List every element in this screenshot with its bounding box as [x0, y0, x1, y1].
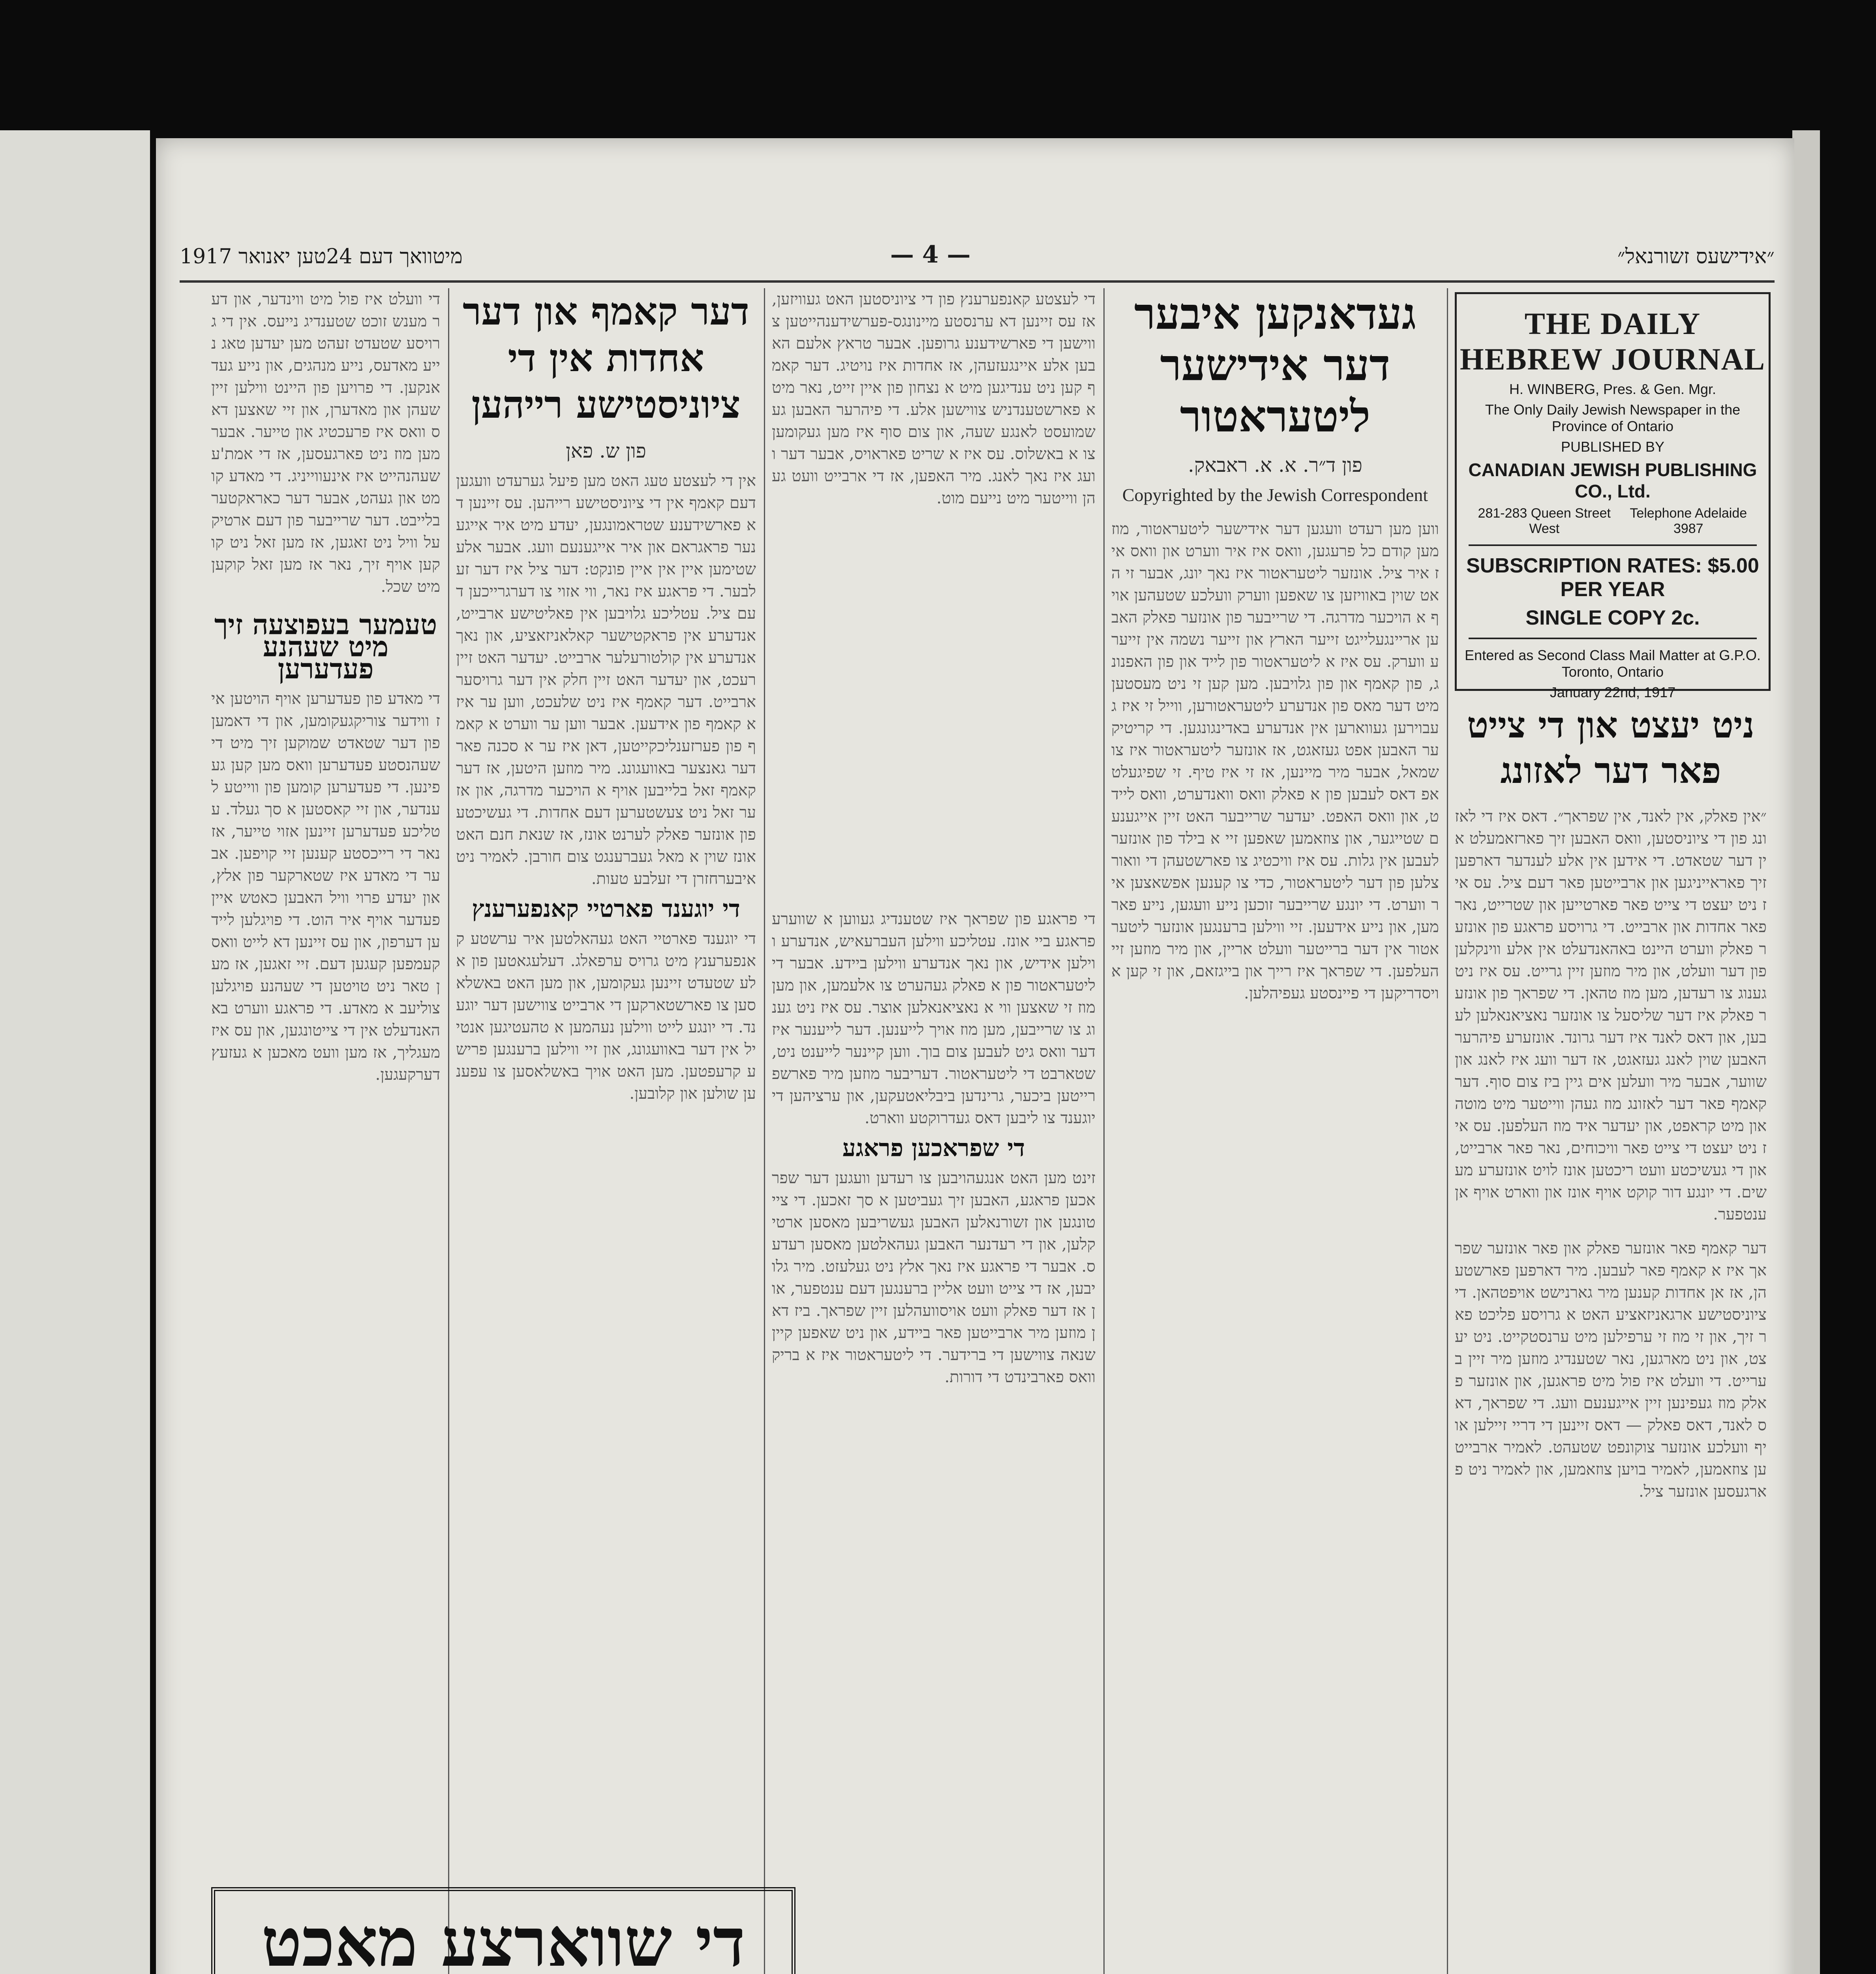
column-literature-continued: [772, 908, 1096, 1388]
fashion-subhead: טעמער בעפוצעה זיך מיט שעהנע פעדערען: [214, 608, 437, 685]
article-body-continued: די מאדע פון פעדערען אויף הויטען איז ווידער צוריקגעקומען, און די דאמען פון דער שטאדט שמוקען זיך מיט די שעהנסטע פעדערען וואס מען קען געפינען. די פעדערען קומען פון ווייטע לענדער, און זיי קאסטען א סך געלד. עטליכע פעדערען זיינען אזוי טייער, אז נאר די רייכסטע קענען זיי קויפען. אבער די מאדע איז שטארקער פון אלץ, און יעדע פרוי וויל האבען כאטש איין פעדער אויף איר הוט. די פויגלען ליידען דערפון, און עס זיינען דא לייט וואס קעמפען קעגען דעם. זיי זאגען, אז מען טאר ניט טויטען די שעהנע פויגלען צוליעב א מאדע. די פראגע ווערט באהאנדעלט אין די צייטונגען, און עס איז מעגליך, אז מען וועט מאכען א געזעץ דערקעגען.: [211, 690, 440, 1084]
article-body: ווען מען רעדט וועגען דער אידישער ליטעראטור, מוז מען קודם כל פרעגען, וואס איז איר ווערט און וואס איז איר ציל. אונזער ליטעראטור איז נאך יונג, אבער זי האט שוין באוויזען צו שאפען ווערק וועלכע שטעהען אויף א הויכער מדרגה. די שרייבער פון אונזער פאלק האבען אריינגעלייגט זייער הארץ און זייער נשמה אין זייערע ווערק. עס איז א ליטעראטור פון לייד און פון האפנונג, פון קאמף און פון גלויבען. מען קען זי ניט מעסטען מיט דער מאס פון אנדערע ליטעראטורען, ווייל זי איז געבוירען געווארען אין אנדערע באדינגונגען. די קריטיקער האבען אפט געזאגט, אז אונזער ליטעראטור איז צו שמאל, אבער מיר מיינען, אז זי איז טיף. זי שפיגעלט אפ דאס לעבען פון א פאלק וואס וואנדערט, וואס ליידט, און וואס האפט. יעדער שרייבער האט זיין אייגענעם שטייגער, און צוזאמען שאפען זיי א בילד פון אונזער לעבען אין גלות. עס איז וויכטיג צו פארשטעהן די וואורצלען פון דער ליטעראטור, כדי צו קענען אפשאצען איר ווערט. די יונגע שרייבער זוכען נייע וועגען, נייע פארמען, און נייע אידעען. זיי ווילען ברענגען אונזער ליטעראטור אין דער ברייטער וועלט אריין, און מיר מוזען זיי העלפען. די שפראך איז רייך און בייגזאם, און זי קען אויסדריקען די פיינסטע געפיהלען.: [1111, 520, 1439, 1002]
advertisement-title: די שווארצע מאכט: [261, 1903, 745, 1974]
column-unity-article: [456, 288, 756, 1105]
article-body: די לעצטע קאנפערענץ פון די ציוניסטען האט געוויזען, אז עס זיינען דא ערנסטע מיינונגס-פערשידענהייטען צווישען די פארשידענע גרופען. אבער טראץ אלעם האבען אלע איינגעזעהן, אז אחדות איז נויטיג. דער קאמף קען ניט ענדיגען מיט א נצחון פון איין זייט, נאר מיט א פארשטענדניש צווישען אלע. די פיהרער האבען געשמועסט לאנגע שעה, און צום סוף איז מען געקומען צו א באשלוס. עס איז א שריט פאראויס, אבער דער וועג איז נאך לאנג. מיר האפען, אז די ארבייט וועט געהן ווייטער מיט נייעם מוט.: [772, 290, 1096, 507]
column-rule: [764, 288, 765, 1974]
mail-entry-notice: Entered as Second Class Mail Matter at G.P.O. Toronto, Ontario: [1465, 647, 1761, 680]
article-body: די פראגע פון שפראך איז שטענדיג געווען א שווערע פראגע ביי אונז. עטליכע ווילען העברעאיש, אנדערע ווילען אידיש, און נאך אנדערע ווילען ביידע. אבער די ליטעראטור פון א פאלק געהערט צו אלעמען, און מען מוז זי שאצען ווי א נאציאנאלען אוצר. עס איז ניט גענוג צו שרייבען, מען מוז אויך לייענען. דער לייענער איז דער וואס גיט לעבען צום בוך. ווען קיינער לייענט ניט, שטארבט די ליטעראטור. דעריבער מוזען מיר פארשפרייטען ביכער, גרינדען ביבליאטעקען, און ערציהען די יוגענד צו ליבען דאס געדרוקטע ווארט.: [772, 910, 1096, 1127]
previous-page-fragment: [0, 130, 150, 1974]
column-rule: [1447, 288, 1448, 1974]
literature-headline: געדאנקען איבער דער אידישער ליטעראטור: [1134, 288, 1416, 442]
masthead-title: THE DAILY HEBREW JOURNAL: [1460, 306, 1766, 376]
article-body-continued: זינט מען האט אנגעהויבען צו רעדען וועגען דער שפראכען פראגע, האבען זיך געביטען א סך זאכען. די צייטונגען און זשורנאלען האבען געשריבען מאסען ארטיקלען, און די רעדנער האבען געהאלטען מאסען רעדעס. אבער די פראגע איז נאך אלץ ניט געלעזט. מיר גלויבען, אז די צייט וועט אליין ברענגען דעם ענטפער, און אז דער פאלק וועט אויסוועהלען זיין שפראך. ביז דאן מוזען מיר ארבייטען פאר ביידע, און ניט שאפען קיין שנאה צווישען די ברידער. די ליטעראטור איז א בריק וואס פארבינדט די דורות.: [772, 1169, 1096, 1386]
subscription-rates: SUBSCRIPTION RATES: $5.00 PER YEAR: [1466, 554, 1759, 601]
masthead-publisher: CANADIAN JEWISH PUBLISHING CO., Ltd.: [1468, 460, 1757, 501]
unity-byline: פון ש. פאן: [566, 439, 646, 462]
masthead-tagline: The Only Daily Jewish Newspaper in the Province of Ontario: [1485, 402, 1741, 434]
article-body-continued: די יוגענד פארטיי האט געהאלטען איר ערשטע קאנפערענץ מיט גרויס ערפאלג. דעלעגאטען פון אלע שטעדט זיינען געקומען, און מען האט באשלאסען צו פארשטארקען די ארבייט צווישען דער יוגענד. די יונגע לייט ווילען נעהמען א טהעטיגען אנטייל אין דער באוועגונג, און זיי ווילען ברענגען פרישע קרעפטען. מען האט אויך באשלאסען צו עפענען שולען און קלובען.: [456, 930, 756, 1103]
literature-byline: פון ד״ר. א. א. ראבאק.: [1188, 454, 1362, 477]
copyright-notice: Copyrighted by the Jewish Correspondent: [1122, 485, 1428, 505]
column-lead-article: [1455, 703, 1767, 1503]
masthead-telephone: Telephone Adelaide 3987: [1630, 506, 1747, 536]
article-body-continued: דער קאמף פאר אונזער פאלק און פאר אונזער שפראך איז א קאמף פאר לעבען. מיר דארפען פארשטעהן, אז אן אחדות קענען מיר גארנישט אויפטהאן. די ציוניסטישע ארגאניזאציע האט א גרויסע פליכט פאר זיך, און זי מוז זי ערפילען מיט ערנסטקייט. ניט יעצט, און ניט מארגען, נאר שטענדיג מוזען מיר זיין בערייט. די וועלט איז פול מיט פראגען, און אונזער פאלק מוז געפינען זיין אייגענעם וועג. די שפראך, דאס לאנד, דאס פאלק — דאס זיינען די דריי זיילען אויף וועלכע אונזער צוקונפט שטעהט. לאמיר ארבייטען צוזאמען, לאמיר בויען צוזאמען, און לאמיר ניט פארגעסען אונזער ציל.: [1455, 1239, 1767, 1501]
language-question-subhead: די שפראכען פראגע: [842, 1134, 1025, 1162]
article-body: ״אין פאלק, אין לאנד, אין שפראך״. דאס איז די לאזונג פון די ציוניסטען, וואס האבען זיך פארזאמעלט אין דער שטאדט. די אידען אין אלע לענדער דארפען זיך פאראייניגען און ארבייטען פאר דעם ציל. עס איז ניט יעצט די צייט פאר פארטייען און שטרייט, נאר פאר אחדות און ארבייט. די גרויסע פראגע פון אונזער פאלק ווערט היינט באהאנדעלט אין אלע ווינקלען פון דער וועלט, און מיר מוזען זיין גרייט. עס איז ניט גענוג צו רעדען, מען מוז טהאן. די שפראך פון אונזער פאלק איז דער שליסעל צו אונזער נאציאנאלען לעבען, און דאס לאנד איז דער גרונד. אונזערע פיהרער האבען שוין לאנג געזאגט, אז דער וועג איז לאנג און שווער, אבער מיר וועלען אים גיין ביז צום סוף. דער קאמף פאר דער לאזונג מוז געהן ווייטער מיט מוטה און מיט קראפט, און יעדער איד מוז העלפען. עס איז ניט יעצט די צייט פאר וויכוחים, נאר פאר ארבייט, און די געשיכטע וועט ריכטען אונז לויט אונזערע מעשים. די יונגע דור קוקט אויף אונז און ווארט אויף אן ענטפער.: [1455, 807, 1767, 1223]
single-copy-price: SINGLE COPY 2c.: [1525, 606, 1700, 629]
newspaper-page: [156, 138, 1794, 1974]
column-struggle-article-top: [772, 288, 1096, 896]
header-date: מיטוואך דעם 24טען יאנואר 1917: [180, 245, 463, 268]
article-body: די וועלט איז פול מיט ווינדער, און דער מענש זוכט שטענדיג נייעס. אין די גרויסע שטעדט זעהט מען יעדען טאג נייע מאדעס, נייע מנהגים, און נייע געדאנקען. די פרויען פון היינט ווילען זיין שעהן און מאדערן, און זיי שאצען דאס וואס איז פרעכטיג און טייער. אבער מען מוז ניט פארגעסען, אז די אמת'ע שעהנהייט איז אינעווייניג. די מאדע קומט און געהט, אבער דער כאראקטער בלייבט. דער שרייבער פון דעם ארטיקעל וויל ניט זאגען, אז מען זאל ניט קוקען אויף זיך, נאר אז מען זאל קוקען מיט שכל.: [211, 290, 440, 596]
issue-date: January 22nd, 1917: [1550, 684, 1676, 700]
novel-advertisement: [211, 1887, 795, 1974]
youth-party-subhead: די יוגענד פארטיי קאנפערענץ: [472, 895, 740, 923]
column-rule: [1103, 288, 1105, 1974]
page-number: — 4 —: [890, 241, 971, 268]
masthead-manager: H. WINBERG, Pres. & Gen. Mgr.: [1509, 381, 1717, 397]
article-body: אין די לעצטע טעג האט מען פיעל גערעדט וועגען דעם קאמף אין די ציוניסטישע רייהען. עס זיינען דא פארשידענע שטראמונגען, יעדע מיט איר אייגענער פראגראם און איר אייגענעם וועג. אבער אלע שטימען איין אין איין פונקט: דער ציל איז דער זעלבער. די פראגע איז נאר, ווי אזוי צו דערגרייכען דעם ציל. עטליכע גלויבען אין פאליטישע ארבייט, אנדערע אין פראקטישער קאלאניזאציע, און נאך אנדערע אין קולטורעלער ארבייט. יעדער האט זיין רעכט, און יעדער האט זיין חלק אין דער גרויסער ארבייט. דער קאמף איז ניט שלעכט, ווען ער איז א קאמף פון אידעען. אבער ווען ער ווערט א קאמף פון פערזענליכקייטען, דאן איז ער א סכנה פאר דער גאנצער באוועגונג. מיר מוזען היטען, אז דער קאמף זאל בלייבען אויף א הויכער מדרגה, און אז ער זאל ניט צעשטערען דעם אחדות. די געשיכטע פון אונזער פאלק לערנט אונז, אז שנאת חנם האט אונז שוין א מאל געברענגט צום חורבן. לאמיר ניט איבערחזרן די זעלבע טעות.: [456, 472, 756, 888]
unity-headline: דער קאמף און דער אחדות אין די ציוניסטישע רייהען: [463, 289, 749, 427]
lead-headline: ניט יעצט און די צייט פאר דער לאזונג: [1467, 704, 1754, 792]
masthead: [1455, 292, 1771, 700]
masthead-address: 281-283 Queen Street West: [1478, 506, 1611, 536]
column-left: [211, 288, 440, 1867]
header-paper-name: ״אידישעס זשורנאל״: [1617, 245, 1775, 268]
column-rule: [448, 288, 449, 1974]
masthead-published-by: PUBLISHED BY: [1561, 439, 1665, 455]
page-header: [180, 237, 1775, 283]
column-literature-article: [1111, 288, 1439, 1004]
page-edge: [1792, 130, 1820, 1974]
